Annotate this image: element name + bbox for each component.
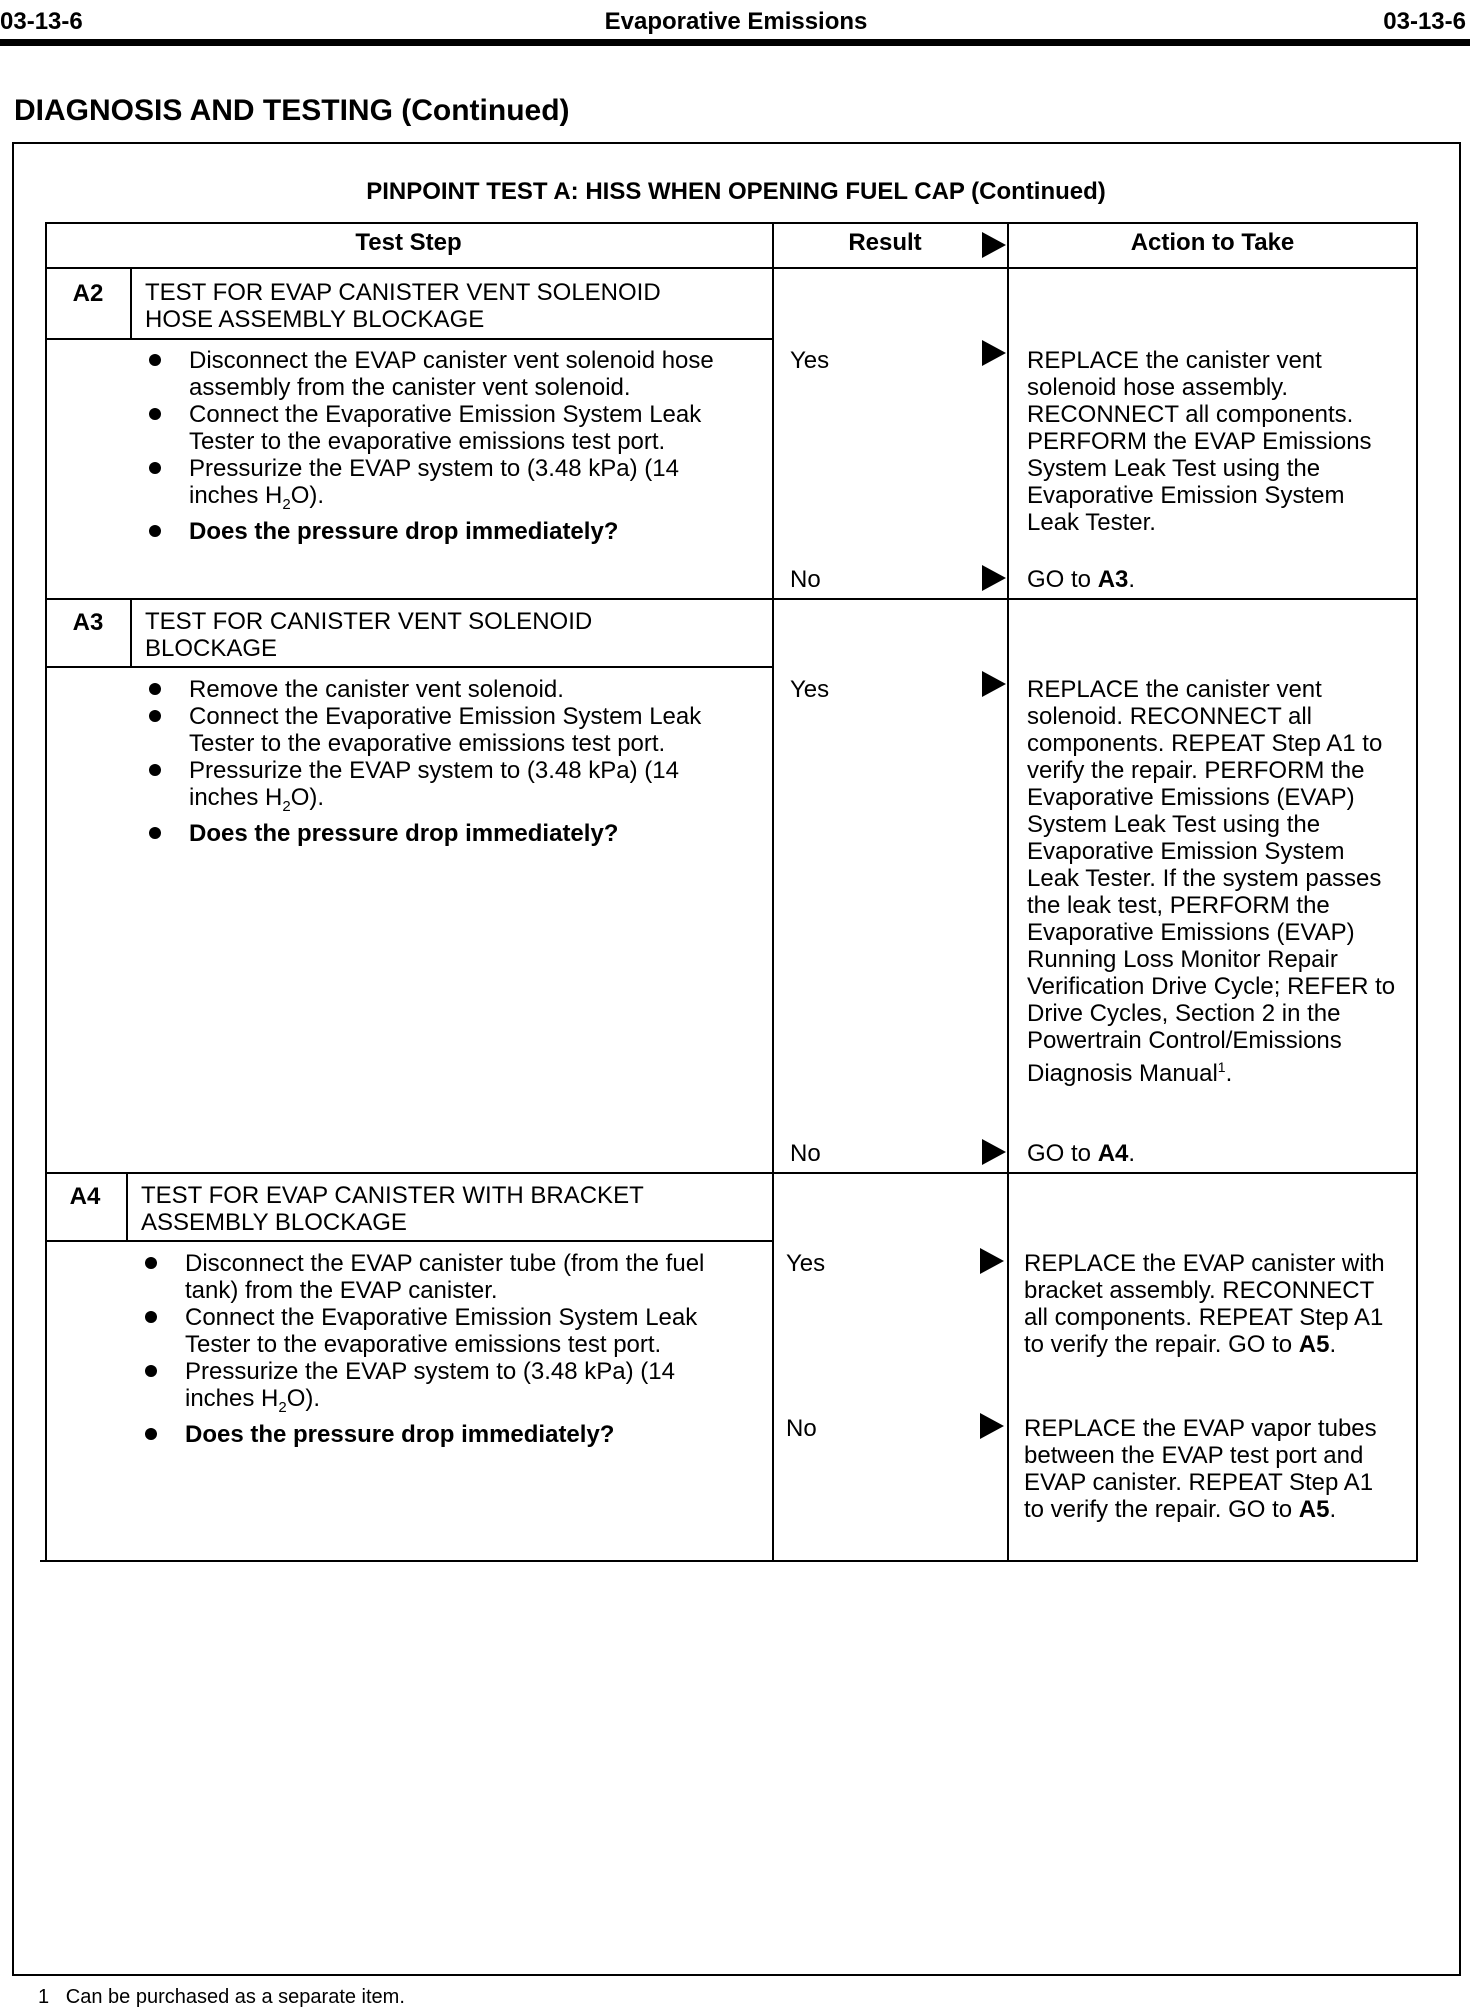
bullet-icon (149, 710, 161, 722)
list-item: Connect the Evaporative Emission System Leak Tester to the evaporative emissions test port. (141, 1304, 751, 1358)
step-a2-title-line-1: TEST FOR EVAP CANISTER VENT SOLENOID (145, 279, 661, 306)
action-a3-no: GO to A4. (1027, 1140, 1136, 1167)
arrow-icon (982, 340, 1006, 366)
result-a2-no: No (790, 566, 821, 593)
footnote-number: 1 (38, 1986, 50, 2008)
row-a2-title-line (45, 338, 773, 340)
step-a3-title-line-1: TEST FOR CANISTER VENT SOLENOID (145, 608, 593, 635)
section-title: DIAGNOSIS AND TESTING (Continued) (14, 94, 570, 127)
result-a3-yes: Yes (790, 676, 830, 703)
result-arrow-icon (982, 232, 1006, 258)
result-a4-no: No (786, 1415, 817, 1442)
step-a4-title (141, 1182, 644, 1236)
step-a4-title-line-1: TEST FOR EVAP CANISTER WITH BRACKET (141, 1182, 644, 1209)
step-id-a4: A4 (69, 1183, 101, 1210)
list-item: Connect the Evaporative Emission System Leak Tester to the evaporative emissions test port. (145, 703, 745, 757)
bullet-icon (149, 683, 161, 695)
header-bottom-line (45, 267, 1418, 269)
table-left-line (45, 222, 47, 1562)
step-id-a2: A2 (72, 280, 104, 307)
list-item: Remove the canister vent solenoid. (145, 676, 745, 703)
step-id-divider-a4 (126, 1172, 128, 1240)
step-id-a3: A3 (72, 609, 104, 636)
list-item: Connect the Evaporative Emission System Leak Tester to the evaporative emissions test port. (145, 401, 745, 455)
arrow-icon (982, 1139, 1006, 1165)
step-a4-title-line-2: ASSEMBLY BLOCKAGE (141, 1209, 407, 1236)
step-a3-bullets (145, 676, 745, 847)
step-id-divider-a2 (130, 267, 132, 338)
step-a3-title-line-2: BLOCKAGE (145, 635, 278, 662)
column-header-test-step: Test Step (355, 229, 462, 256)
arrow-icon (982, 565, 1006, 591)
page-header-title: Evaporative Emissions (604, 8, 868, 35)
table-bottom-line (40, 1560, 1418, 1562)
result-a3-no: No (790, 1140, 821, 1167)
list-item: Pressurize the EVAP system to (3.48 kPa) (14 inches $H_2O$). (145, 757, 745, 820)
bullet-icon (145, 1428, 157, 1440)
action-column-line (1007, 222, 1009, 1562)
list-item: Disconnect the EVAP canister vent solenoid hose assembly from the canister vent solenoid. (145, 347, 745, 401)
header-rule (0, 39, 1470, 46)
action-a4-no: REPLACE the EVAP vapor tubes between the EVAP test port and EVAP canister. REPEAT Step A1 to verify the repair. GO to A5. (1024, 1415, 1377, 1523)
column-header-action: Action to Take (1130, 229, 1295, 256)
action-a2-yes: REPLACE the canister vent solenoid hose assembly. RECONNECT all components. PERFORM the EVAP Emissions System Leak Test using the Evaporative Emission System Leak Tester. (1027, 347, 1372, 536)
result-a2-yes: Yes (790, 347, 830, 374)
step-a2-bullets (145, 347, 745, 545)
table-top-line (45, 222, 1418, 224)
arrow-icon (980, 1248, 1004, 1274)
test-title: PINPOINT TEST A: HISS WHEN OPENING FUEL CAP (Continued) (366, 178, 1106, 205)
list-item: Does the pressure drop immediately? (145, 518, 745, 545)
step-a4-bullets (141, 1250, 751, 1448)
bullet-icon (145, 1311, 157, 1323)
row-a3-title-line (45, 666, 773, 668)
arrow-icon (982, 671, 1006, 697)
list-item: Pressurize the EVAP system to (3.48 kPa) (14 inches $H_2O$). (145, 455, 745, 518)
step-a3-title (145, 608, 592, 662)
page-number-right: 03-13-6 (1383, 8, 1466, 35)
page-header (0, 8, 1472, 38)
step-a2-title-line-2: HOSE ASSEMBLY BLOCKAGE (145, 306, 485, 333)
footnote-text: Can be purchased as a separate item. (65, 1986, 405, 2008)
footnote-mark: 1 (1217, 1059, 1226, 1075)
action-a2-no: GO to A3. (1027, 566, 1136, 593)
table-right-line (1416, 222, 1418, 1562)
bullet-icon (149, 354, 161, 366)
footnote (38, 1986, 405, 2009)
column-header-result: Result (848, 229, 922, 256)
bullet-icon (149, 764, 161, 776)
bullet-icon (145, 1365, 157, 1377)
action-a3-yes: REPLACE the canister vent solenoid. RECONNECT all components. REPEAT Step A1 to verify the repair. PERFORM the Evaporative Emissions (EVAP) System Leak Test using the Evaporative Emission System Leak Tester. If the system passes the leak test, PERFORM the Evaporative Emissions (EVAP) Running Loss Monitor Repair Verification Drive Cycle; REFER to Drive Cycles, Section 2 in the Powertrain Control/Emissions Diagnosis Manual$^1$. (1027, 676, 1396, 1087)
action-a4-yes: REPLACE the EVAP canister with bracket assembly. RECONNECT all components. REPEAT Step A1 to verify the repair. GO to A5. (1024, 1250, 1385, 1358)
list-item: Pressurize the EVAP system to (3.48 kPa) (14 inches $H_2O$). (141, 1358, 751, 1421)
row-a4-top-line (45, 1172, 1418, 1174)
list-item: Does the pressure drop immediately? (145, 820, 745, 847)
step-id-divider-a3 (130, 598, 132, 666)
bullet-icon (149, 462, 161, 474)
arrow-icon (980, 1413, 1004, 1439)
bullet-icon (149, 827, 161, 839)
page-number-left: 03-13-6 (0, 8, 83, 35)
result-column-line (772, 222, 774, 1562)
row-a4-title-line (45, 1240, 773, 1242)
list-item: Does the pressure drop immediately? (141, 1421, 751, 1448)
list-item: Disconnect the EVAP canister tube (from the fuel tank) from the EVAP canister. (141, 1250, 751, 1304)
row-a3-top-line (45, 598, 1418, 600)
bullet-icon (149, 525, 161, 537)
step-a2-title (145, 279, 661, 333)
result-a4-yes: Yes (786, 1250, 826, 1277)
bullet-icon (149, 408, 161, 420)
bullet-icon (145, 1257, 157, 1269)
